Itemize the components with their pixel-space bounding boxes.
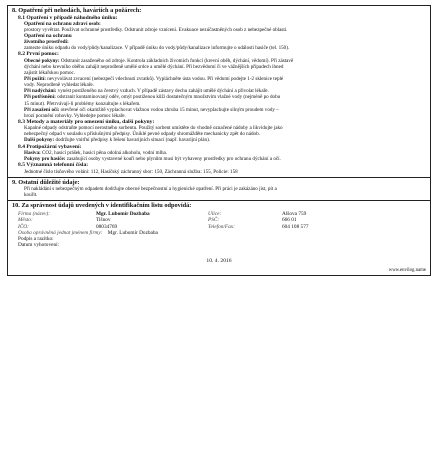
text-skin: odstranit kontaminovaný oděv, omýt postiženou kůži dostatečným množstvím vlažné vody (nejméně po dobu (57, 94, 281, 101)
text-firefighters: zasahující osoby vystavené kouři nebo plynům musí být vybaveny prostředky pro ochranu dýchání a očí. (66, 156, 281, 162)
text-containment: Kapalné odpady odstraňte pomocí nerostného sorbentu. Použitý sorbent umístěte do vhodně označené nádoby a likvidujte jako (24, 125, 283, 132)
firm-label: Firma (název): (18, 210, 50, 217)
text-ingestion: nevyvolávat zvracení (nebezpečí vdechnutí zvratků). Vypláchněte ústa vodou. Při vědomí podejte 1-2 sklenice teplé (47, 76, 284, 83)
ico-label: IČO: (18, 223, 29, 230)
label-general: Obecné pokyny: (24, 57, 60, 64)
postal-code-value: 666 01 (282, 217, 297, 224)
label-inhalation: Při nadýchání: (24, 88, 57, 95)
text-further: dodržujte vnitřní předpisy k řešení havarijních situací (např. havarijní plán). (55, 137, 211, 144)
street-value: Alšova 759 (282, 210, 307, 217)
other-info-text-2: kouřit. (24, 192, 38, 199)
postal-code-label: PSČ: (208, 217, 220, 224)
text-ingestion-2: vody. Neprodleně vyhledat lékaře. (24, 82, 94, 89)
text-general: Odstranit zasaženého od zdroje. Kontrola základních životních funkcí (krevní oběh, dýchání, vědomí). Při zástavě (60, 57, 294, 64)
heading-8-1: 8.1 Opatření v případě náhodného úniku: (18, 14, 118, 21)
website-footer[interactable]: www.envilog.name (388, 267, 426, 273)
text-eyes-2: hrozí poranění rohovky. Vyhledejte pomoc lékaře. (24, 112, 126, 119)
text-health: prostory vyvětrat. Používat ochranné prostředky. Odstranit zdroje vznícení. Evakuace nezúčastněných osob z nebezpečné oblasti. (24, 27, 288, 34)
section-8-title: 8. Opatření při nehodách, haváriích a požárech: (12, 7, 142, 14)
heading-8-4: 8.4 Protipožární vybavení: (18, 143, 82, 150)
text-eyes: otevřené oči okamžitě vyplachovat vlažnou vodou zhruba 15 minut, nevyplachujte silným proudem vody – (60, 106, 279, 113)
section-10 (7, 200, 431, 275)
label-skin: Při potřísnění: (24, 94, 56, 101)
text-containment-2: nebezpečný odpad v souladu s příslušnými předpisy. Úniklé pevné odpady shromážděte mechanicky zpět do nádob. (24, 131, 260, 138)
other-info-text: Při nakládání s nebezpečným odpadem dodržujte obecné bezpečnostní a hygienické opatření. Při práci je zakázáno jíst, pít a (24, 186, 277, 193)
label-firefighters: Pokyny pro hasiče: (24, 156, 66, 162)
ico-value: 08034769 (96, 223, 118, 230)
issue-date-label: Datum vyhotovení: (18, 242, 60, 249)
label-extinguishing: Hasiva: (24, 149, 41, 156)
section-9-title: 9. Ostatní důležité údaje: (12, 178, 80, 186)
contact-grid (18, 211, 426, 230)
subheading-environment-2: životního prostředí: (24, 39, 69, 46)
subheading-environment-1: Opatření na ochranu (24, 33, 72, 40)
street-label: Ulice: (208, 210, 222, 217)
signature-label: Podpis a razítko: (18, 236, 54, 243)
text-skin-2: 15 minut). Přetrvávají-li problémy konzultujte s lékařem. (24, 100, 141, 107)
label-eyes: Při zasažení očí: (24, 106, 60, 113)
authorized-person-label: Osoba oprávněná jednat jménem firmy: (18, 229, 103, 236)
text-extinguishing: CO2, hasicí prášek, hasicí pěna odolná alkoholu, vodní mlha. (41, 149, 168, 156)
phone-fax-label: Telefon/Fax: (208, 223, 235, 230)
section-8 (7, 5, 431, 177)
city-label: Město: (18, 217, 33, 224)
waste-identification-sheet (7, 5, 431, 445)
heading-8-2: 8.2 První pomoc: (18, 51, 59, 58)
label-ingestion: Při požití: (24, 76, 46, 83)
city-value: Tišnov (96, 217, 111, 224)
section-9 (7, 177, 431, 201)
firm-value: Mgr. Lubomír Dozbaba (96, 210, 150, 217)
text-environment: zamezte úniku odpadu do vody/půdy/kanalizace. V případě úniku do vody/půdy/kanalizace informujte o události hasiče (tel. 150). (24, 45, 290, 52)
issue-date: 10. 4. 2016 (206, 257, 232, 264)
section-10-title: 10. Za správnost údajů uvedených v identifikačním listu odpovídá: (12, 202, 192, 210)
phone-fax-value: 604 108 577 (282, 223, 309, 230)
authorized-person-value: Mgr. Lubomír Dozbaba (107, 229, 158, 236)
subheading-health: Opatření na ochranu zdraví osob: (24, 21, 101, 27)
label-further: Další pokyny: (24, 137, 55, 144)
heading-8-5: 8.5 Významná telefonní čísla: (18, 162, 89, 169)
heading-8-3: 8.3 Metody a materiály pro omezení úniku, další pokyny: (18, 118, 155, 125)
text-inhalation: vynést postiženého na čerstvý vzduch. V případě zástavy dechu zahájit umělé dýchání a přivolat lékaře. (57, 88, 269, 95)
text-general-3: zajistit lékařskou pomoc. (24, 70, 76, 77)
text-general-2: dýchání nebo krevního oběhu zahájit neprodleně umělé srdce a umělé dýchání. Při bezvědomí či ve vážnějších případech ihned (24, 63, 284, 70)
emergency-numbers: Jednotné číslo tísňového volání: 112, Hasičský záchranný sbor: 150, Záchranná služba: 155, Policie: 158 (24, 168, 238, 175)
